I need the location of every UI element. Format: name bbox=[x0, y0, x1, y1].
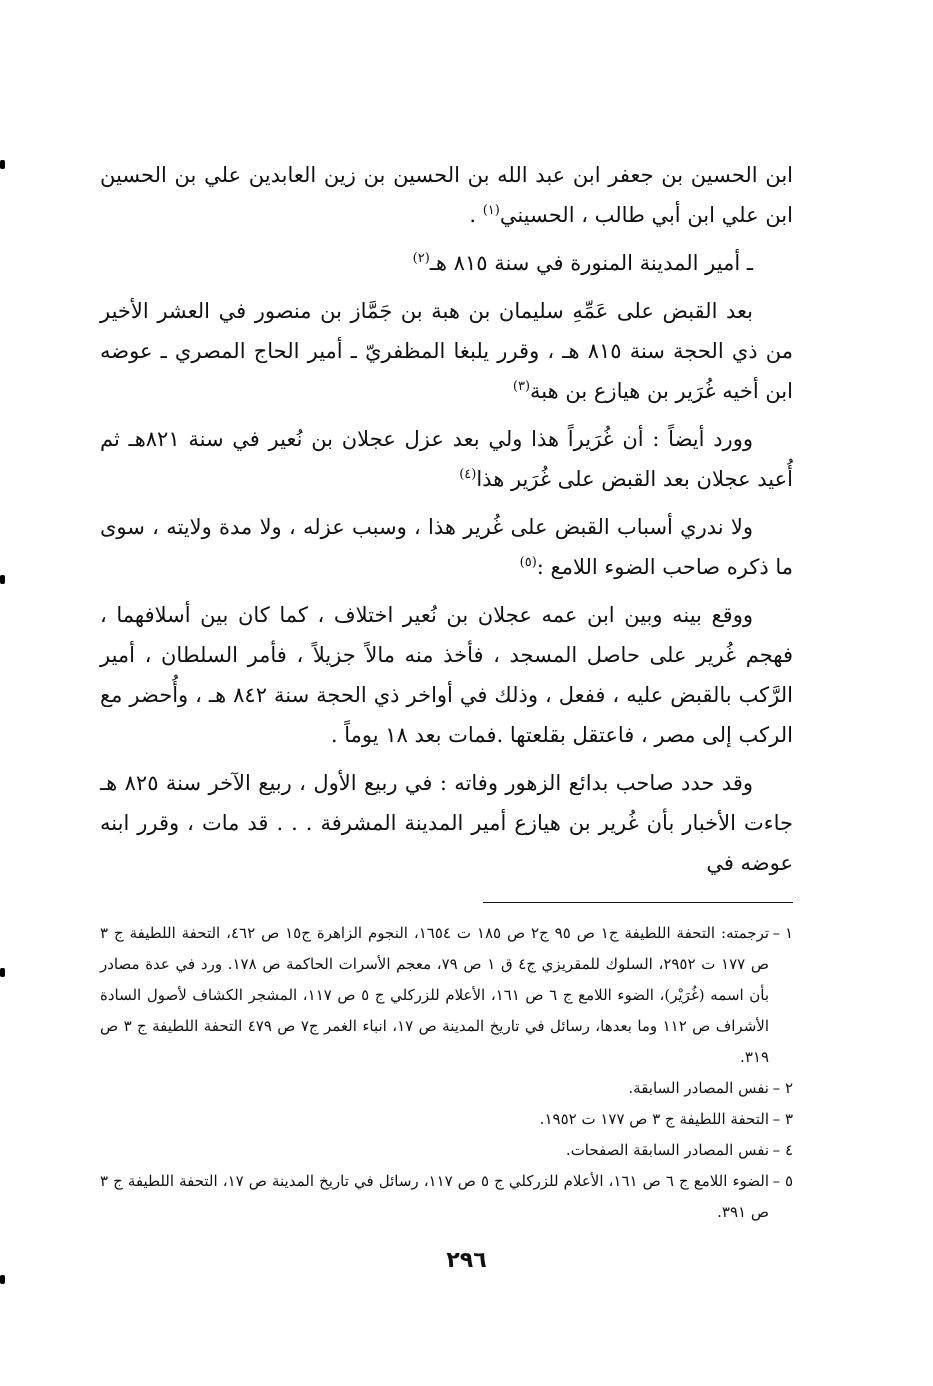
footnote-ref[interactable]: (١) bbox=[482, 203, 500, 218]
footnote-text: الضوء اللامع ج ٦ ص ١٦١، الأعلام للزركلي ج ٥ ص ١١٧، رسائل في تاريخ المدينة ص ١٧، التحفة اللطيفة ج ٣ ص ٣٩١. bbox=[100, 1172, 770, 1221]
binding-mark bbox=[0, 968, 5, 977]
footnote-number: ٣ – bbox=[772, 1110, 793, 1128]
main-text bbox=[100, 155, 793, 891]
binding-mark bbox=[0, 575, 5, 584]
paragraph: ابن الحسين بن جعفر ابن عبد الله بن الحسين بن زين العابدين علي بن الحسين ابن علي ابن أبي طالب ، الحسيني$^{(١)}$ . bbox=[100, 163, 793, 227]
footnotes bbox=[100, 918, 793, 1228]
binding-mark bbox=[0, 160, 5, 169]
footnote-ref[interactable]: (٣) bbox=[512, 379, 531, 394]
footnote bbox=[100, 1166, 793, 1228]
footnote-divider bbox=[483, 902, 793, 903]
footnote-number: ٥ – bbox=[772, 1172, 793, 1190]
paragraph: بعد القبض على عَمِّهِ سليمان بن هبة بن جَمَّاز بن منصور في العشر الأخير من ذي الحجة سنة ٨١٥ هـ ، وقرر يلبغا المظفريّ ـ أمير الحاج المصري ـ عوضه ابن أخيه غُرَير بن هيازع بن هبة$^{(٣)}$ bbox=[100, 299, 793, 403]
page-number: ٢٩٦ bbox=[446, 1248, 487, 1273]
binding-mark bbox=[0, 1275, 5, 1284]
footnote bbox=[100, 1135, 793, 1166]
footnote bbox=[100, 1073, 793, 1104]
paragraph: وقد حدد صاحب بدائع الزهور وفاته : في ربيع الأول ، ربيع الآخر سنة ٨٢٥ هـ جاءت الأخبار بأن غُرير بن هيازع أمير المدينة المشرفة . . . قد مات ، وقرر ابنه عوضه في bbox=[100, 771, 793, 875]
footnote-ref[interactable]: (٢) bbox=[412, 251, 430, 266]
footnote bbox=[100, 1104, 793, 1135]
paragraph: ولا ندري أسباب القبض على غُرير هذا ، وسبب عزله ، ولا مدة ولايته ، سوى ما ذكره صاحب الضوء اللامع :$^{(٥)}$ bbox=[100, 515, 793, 579]
section-heading: ـ أمير المدينة المنورة في سنة ٨١٥ هـ$^{(٢)}$ bbox=[412, 251, 753, 275]
footnote-text: نفس المصادر السابقة الصفحات. bbox=[565, 1141, 769, 1159]
footnote-number: ٢ – bbox=[772, 1079, 793, 1097]
paragraph: وورد أيضاً : أن غُرَيراً هذا ولي بعد عزل عجلان بن نُعير في سنة ٨٢١هـ ثم أُعيد عجلان بعد القبض على غُرَير هذا$^{(٤)}$ bbox=[100, 427, 793, 491]
footnote-number: ١ – bbox=[772, 924, 793, 942]
footnote-number: ٤ – bbox=[772, 1141, 793, 1159]
footnote-text: التحفة اللطيفة ج ٣ ص ١٧٧ ت ١٩٥٢. bbox=[539, 1110, 769, 1128]
footnote-text: ترجمته: التحفة اللطيفة ج١ ص ٩٥ ج٢ ص ١٨٥ ت ١٦٥٤، النجوم الزاهرة ج١٥ ص ٤٦٢، التحفة اللطيفة ج ٣ ص ١٧٧ ت ٢٩٥٢، السلوك للمقريزي ج٤ ق ١ ص ٧٩، معجم الأسرات الحاكمة ص ١٧٨. ورد في عدة مصادر بأن اسمه (غُرَيْر)، الضوء اللامع ج ٦ ص ١٦١، الأعلام للزركلي ج ٥ ص ١١٧، المشجر الكشاف لأصول السادة الأشراف ص ١١٢ وما بعدها، رسائل في تاريخ المدينة ص ١٧، انباء الغمر ج٧ ص ٤٧٩ التحفة اللطيفة ج ٣ ص ٣١٩. bbox=[100, 924, 770, 1066]
footnote-text: نفس المصادر السابقة. bbox=[628, 1079, 769, 1097]
paragraph: ووقع بينه وبين ابن عمه عجلان بن نُعير اختلاف ، كما كان بين أسلافهما ، فهجم غُرير على حاصل المسجد ، فأخذ منه مالاً جزيلاً ، فأمر السلطان ، أمير الرَّكب بالقبض عليه ، ففعل ، وذلك في أواخر ذي الحجة سنة ٨٤٢ هـ ، وأُحضر مع الركب إلى مصر ، فاعتقل بقلعتها .فمات بعد ١٨ يوماً . bbox=[100, 603, 794, 747]
footnote-ref[interactable]: (٥) bbox=[519, 555, 537, 570]
footnote bbox=[100, 918, 793, 1073]
footnote-ref[interactable]: (٤) bbox=[459, 467, 477, 482]
